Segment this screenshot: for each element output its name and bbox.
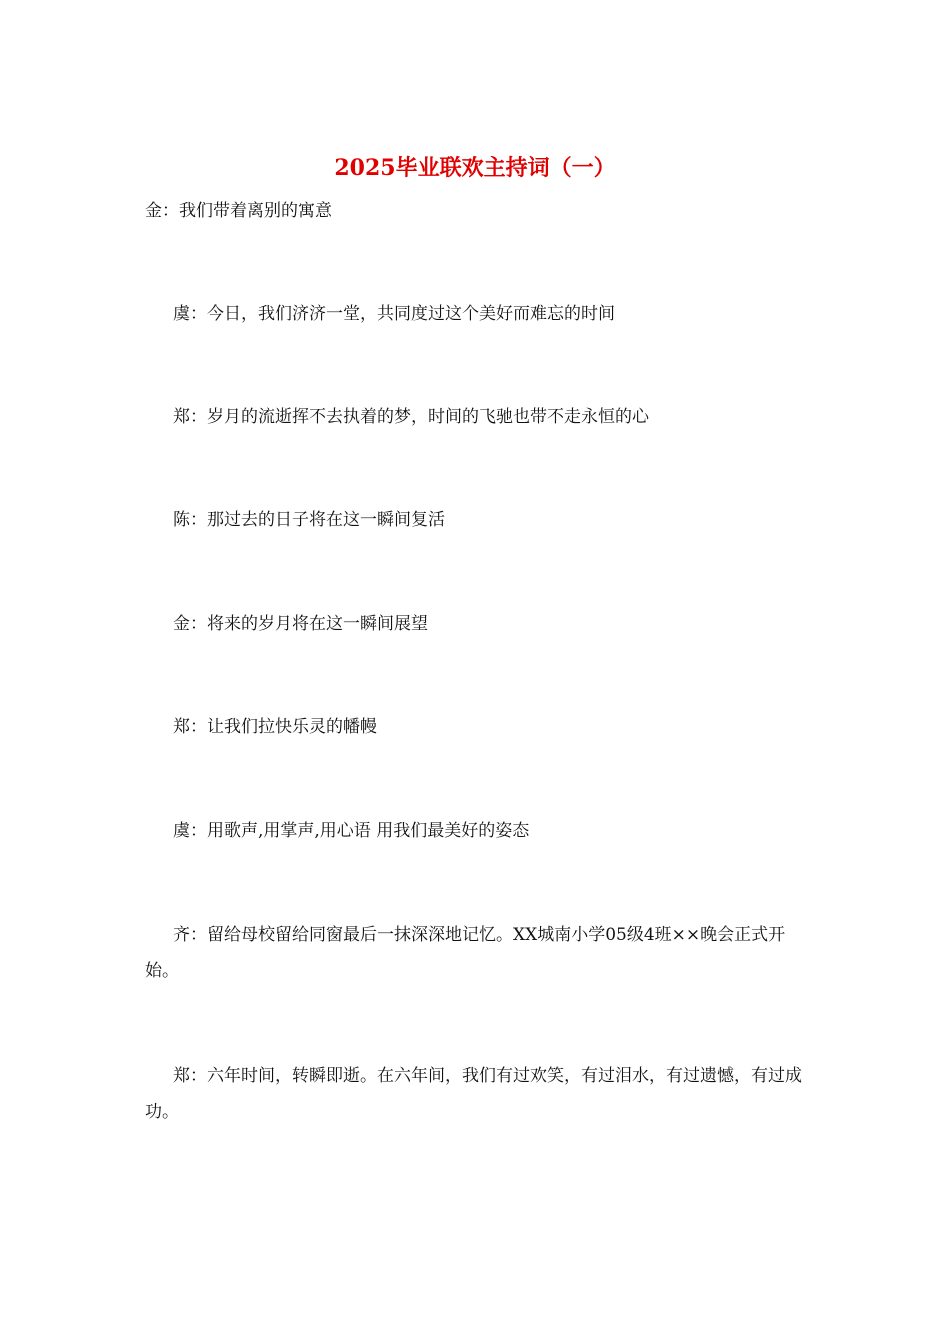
paragraph-4: 陈：那过去的日子将在这一瞬间复活 [173,510,445,530]
paragraph-2: 虞：今日，我们济济一堂，共同度过这个美好而难忘的时间 [173,304,615,324]
paragraph-5: 金：将来的岁月将在这一瞬间展望 [173,614,428,634]
paragraph-3: 郑：岁月的流逝挥不去执着的梦，时间的飞驰也带不走永恒的心 [173,407,649,427]
paragraph-7: 虞：用歌声,用掌声,用心语 用我们最美好的姿态 [173,821,530,841]
paragraph-9: 郑：六年时间，转瞬即逝。在六年间，我们有过欢笑，有过泪水，有过遗憾，有过成功。 [145,1066,802,1122]
document-title: 2025毕业联欢主持词（一） [334,155,616,181]
paragraph-6: 郑：让我们拉快乐灵的幡幔 [173,717,377,737]
paragraph-8: 齐：留给母校留给同窗最后一抹深深地记忆。XX城南小学05级4班××晚会正式开始。 [145,925,786,981]
paragraph-1: 金：我们带着离别的寓意 [145,201,332,221]
